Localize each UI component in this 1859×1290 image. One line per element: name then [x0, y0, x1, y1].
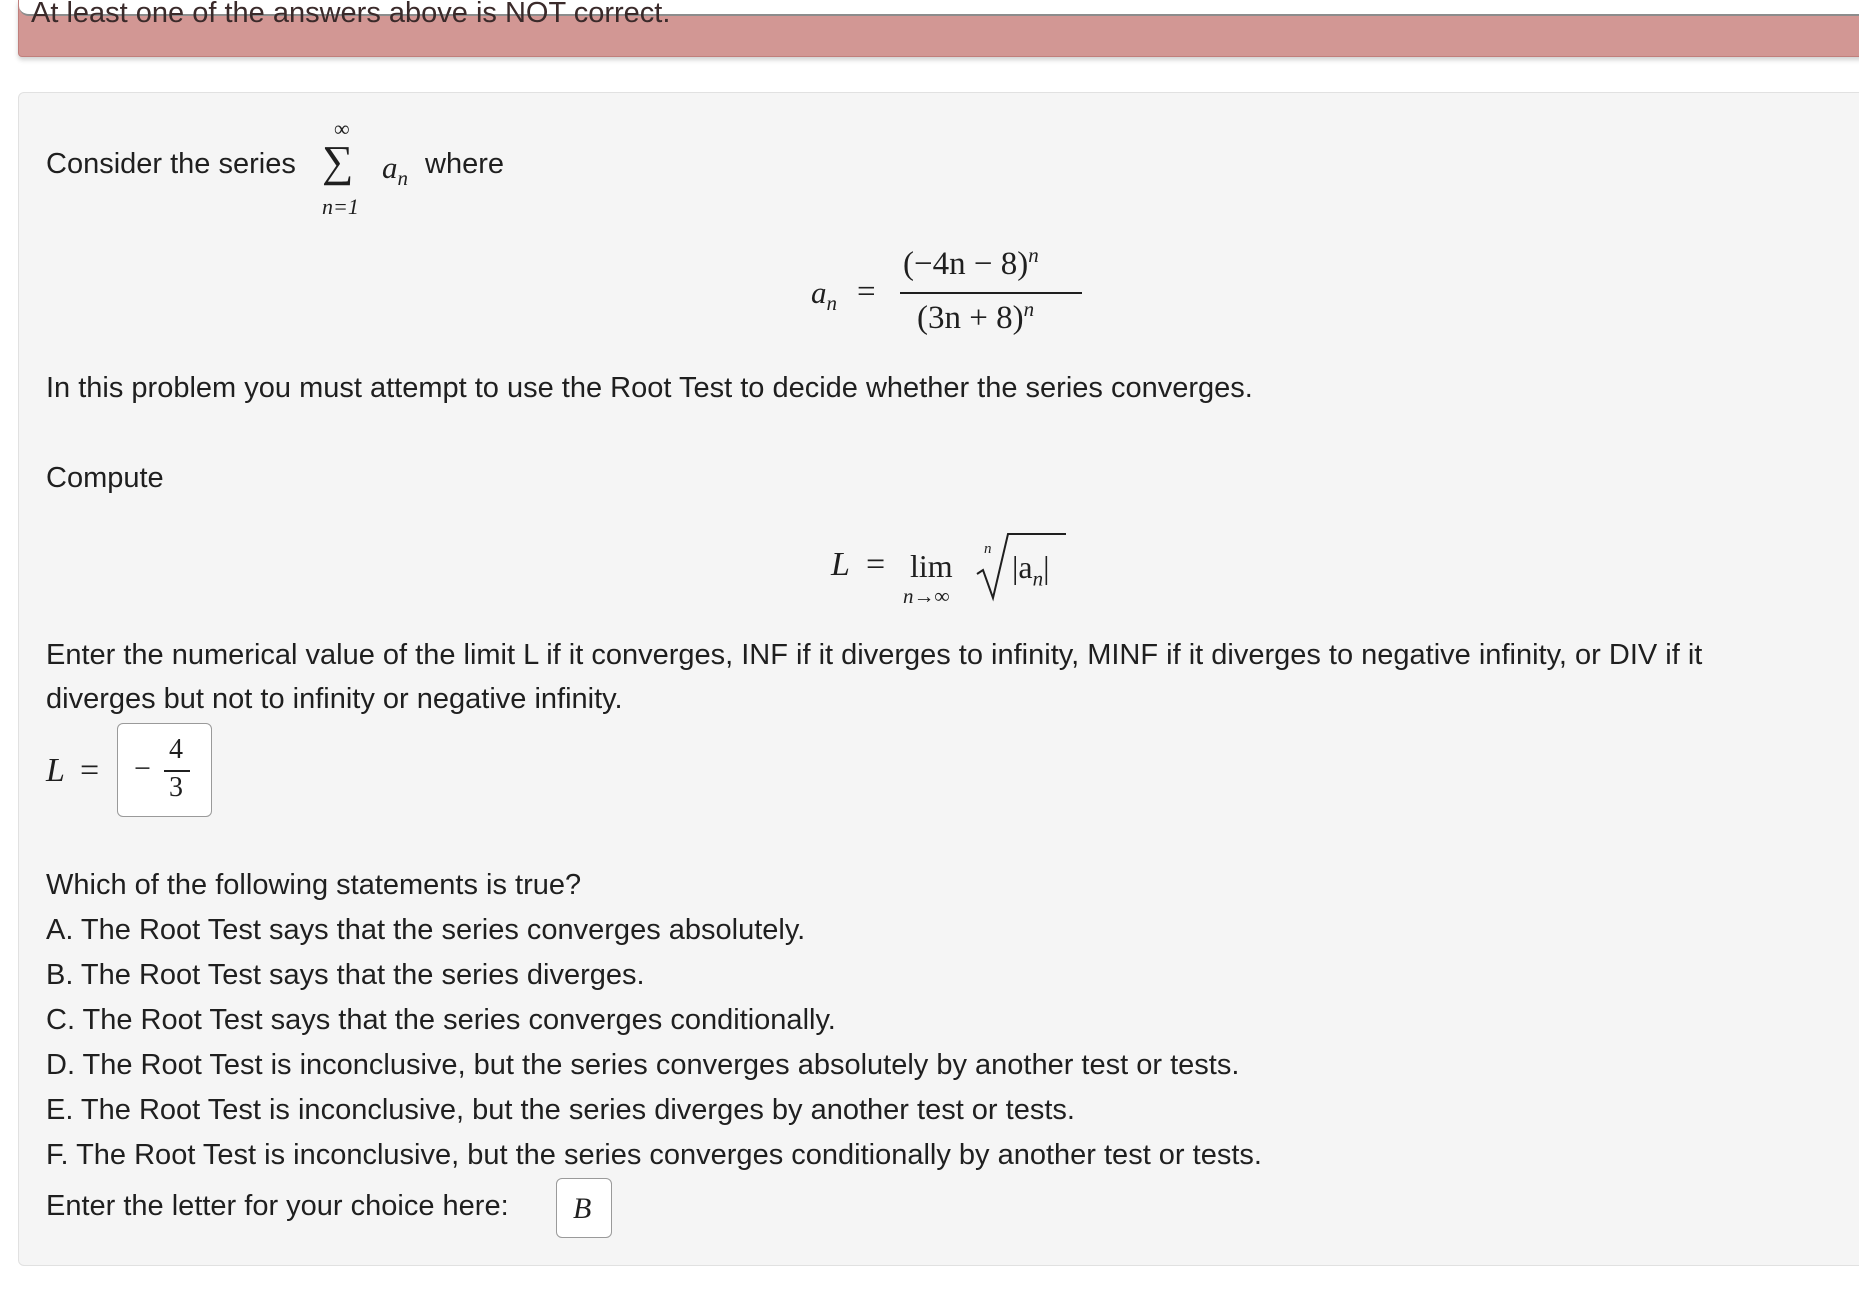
intro-prefix: Consider the series — [46, 148, 296, 180]
option-b: B. The Root Test says that the series diverges. — [46, 959, 645, 991]
limit-equals: = — [866, 546, 886, 583]
answer-l-label: L — [46, 752, 65, 789]
formula-equals: = — [857, 274, 876, 310]
option-f: F. The Root Test is inconclusive, but the series converges conditionally by another test or tests. — [46, 1139, 1262, 1171]
choice-label: Enter the letter for your choice here: — [46, 1190, 509, 1222]
answer-l-denominator: 3 — [169, 772, 183, 803]
sum-lower-limit: n=1 — [322, 194, 359, 219]
formula-numerator-exponent: n — [1028, 243, 1039, 267]
answer-l-equals: = — [80, 752, 100, 789]
formula-fraction-bar — [900, 292, 1082, 294]
formula-lhs — [811, 275, 837, 316]
sum-term-subscript: n — [397, 166, 408, 191]
answer-l-sign: − — [134, 752, 151, 785]
sum-symbol: ∑ — [322, 137, 354, 186]
limit-word: lim — [910, 548, 953, 584]
formula-numerator — [903, 243, 1039, 283]
formula-numerator-text: (−4n − 8) — [903, 246, 1029, 282]
option-e: E. The Root Test is inconclusive, but the series diverges by another test or tests. — [46, 1094, 1075, 1126]
option-a: A. The Root Test says that the series converges absolutely. — [46, 914, 806, 946]
sum-term-base: a — [382, 150, 398, 185]
instructions-line-2: diverges but not to infinity or negative infinity. — [46, 683, 623, 715]
answer-l-input[interactable] — [117, 723, 212, 817]
choice-input[interactable] — [556, 1178, 612, 1238]
formula-lhs-subscript: n — [826, 291, 837, 316]
sum-upper-limit: ∞ — [334, 116, 350, 141]
root-body-close: | — [1043, 549, 1050, 585]
limit-lhs: L — [831, 546, 850, 583]
choice-value: B — [573, 1192, 592, 1225]
option-c: C. The Root Test says that the series converges conditionally. — [46, 1004, 836, 1036]
intro-suffix: where — [425, 148, 504, 180]
instructions-line-1: Enter the numerical value of the limit L if it converges, INF if it diverges to infinity, MINF if it diverges to negative infinity, or DIV if it — [46, 639, 1703, 671]
formula-lhs-base: a — [811, 275, 827, 310]
root-test-description: In this problem you must attempt to use the Root Test to decide whether the series converges. — [46, 372, 1253, 404]
formula-denominator-text: (3n + 8) — [917, 300, 1024, 336]
root-body-subscript: n — [1032, 566, 1044, 591]
formula-denominator-exponent: n — [1023, 297, 1035, 321]
sum-term — [382, 150, 408, 191]
root-body — [1012, 549, 1050, 591]
error-alert — [18, 0, 1859, 57]
limit-subscript: n→∞ — [903, 584, 950, 608]
compute-label: Compute — [46, 462, 164, 494]
root-body-open: |a — [1012, 549, 1033, 585]
answer-l-numerator: 4 — [169, 734, 183, 765]
question-prompt: Which of the following statements is true? — [46, 869, 582, 901]
alert-message: At least one of the answers above is NOT correct. — [31, 0, 671, 29]
option-d: D. The Root Test is inconclusive, but the series converges absolutely by another test or tests. — [46, 1049, 1240, 1081]
formula-denominator — [917, 297, 1034, 337]
root-index: n — [984, 541, 992, 557]
